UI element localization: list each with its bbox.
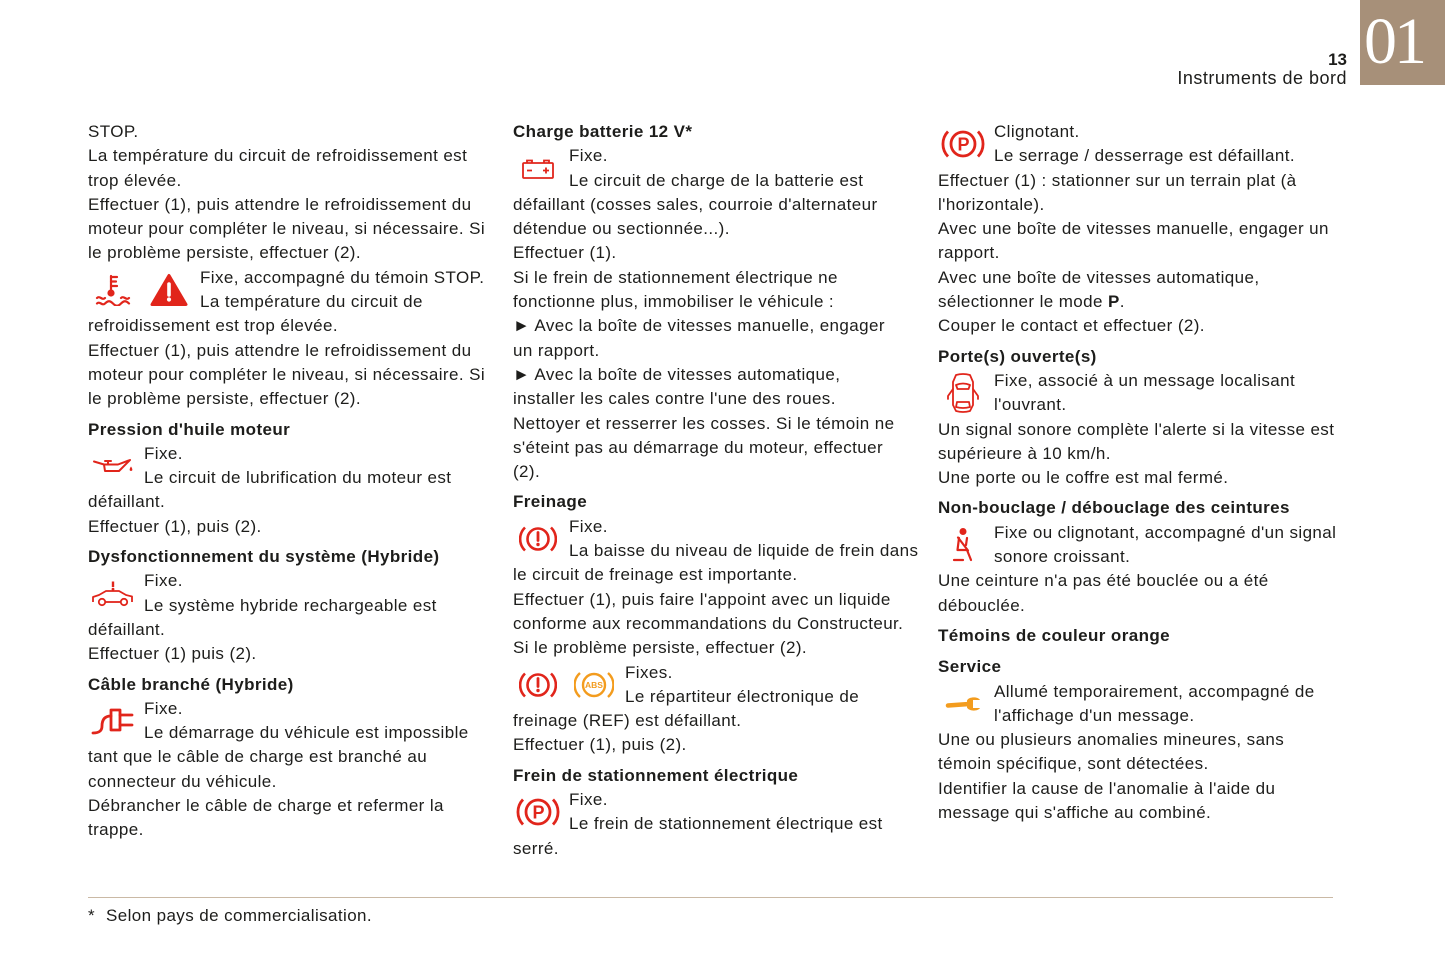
text-line: trappe. [88, 820, 144, 840]
seatbelt-icon [938, 521, 988, 570]
text-line: Fixe. [569, 146, 608, 166]
indicator-description [994, 120, 1348, 169]
indicator-entry [88, 266, 498, 412]
text-segment: sélectionner le mode [938, 292, 1108, 312]
indicator-icons [88, 569, 144, 618]
text-line: Avec une boîte de vitesses automatique, [938, 267, 1260, 287]
indicator-description [994, 680, 1348, 729]
charging-cable-icon [88, 697, 138, 746]
chapter-number: 01 [1364, 5, 1424, 78]
text-line: Un signal sonore complète l'alerte si la vitesse est [938, 419, 1335, 439]
section-heading: Câble branché (Hybride) [88, 674, 294, 694]
column-3 [938, 120, 1348, 825]
column-1 [88, 120, 498, 843]
oil-pressure-icon [88, 442, 138, 491]
indicator-icons [88, 697, 144, 746]
indicator-description [144, 697, 498, 746]
indicator-row [938, 120, 1348, 169]
text-line: le circuit de freinage est importante. [513, 565, 798, 585]
indicator-entry [513, 661, 923, 758]
indicator-icons [513, 515, 569, 564]
indicator-row [88, 442, 498, 491]
text-line: Effectuer (1) puis (2). [88, 644, 257, 664]
text-line: Débrancher le câble de charge et refermer la [88, 796, 444, 816]
service-wrench-icon [938, 680, 988, 729]
text-line: défaillant. [88, 619, 166, 639]
indicator-entry [938, 120, 1348, 339]
indicator-entry [88, 442, 498, 539]
text-line: l'ouvrant. [994, 395, 1067, 415]
text-line: Fixe. [144, 443, 183, 463]
text-line: Le démarrage du véhicule est impossible [144, 723, 469, 743]
text-line: Le frein de stationnement électrique est [569, 814, 883, 834]
text-line: ► Avec la boîte de vitesses automatique, [513, 364, 841, 384]
indicator-row [938, 521, 1348, 570]
section-title: Instruments de bord [1177, 68, 1347, 88]
text-line: moteur pour compléter le niveau, si nécessaire. Si [88, 219, 486, 239]
text-line: un rapport. [513, 340, 600, 360]
text-line: Fixe, accompagné du témoin STOP. [200, 267, 485, 287]
text-line: Allumé temporairement, accompagné de [994, 681, 1315, 701]
text-line [938, 290, 1348, 314]
section-heading: Dysfonctionnement du système (Hybride) [88, 547, 440, 567]
parking-brake-icon [938, 120, 988, 169]
indicator-description [200, 266, 498, 315]
text-line: STOP. [88, 122, 139, 141]
indicator-row [938, 369, 1348, 418]
text-line: Une ou plusieurs anomalies mineures, sans [938, 730, 1285, 750]
indicator-description [625, 661, 923, 710]
abs-icon [569, 661, 619, 710]
indicator-icons [513, 144, 569, 193]
text-line: freinage (REF) est défaillant. [513, 711, 742, 731]
brake-warning-icon [513, 515, 563, 564]
text-line: installer les cales contre l'une des roues. [513, 389, 836, 409]
text-line: l'horizontale). [938, 194, 1045, 214]
indicator-row [88, 697, 498, 746]
indicator-description [569, 144, 923, 193]
text-line: Couper le contact et effectuer (2). [938, 316, 1205, 336]
warning-triangle-icon [144, 266, 194, 315]
text-line: Le circuit de charge de la batterie est [569, 170, 864, 190]
text-line: Fixe. [569, 516, 608, 536]
page-number: 13 [1328, 50, 1347, 69]
text-line: Fixes. [625, 662, 673, 682]
text-line: Fixe. [569, 790, 608, 810]
indicator-description [994, 369, 1348, 418]
text-line: Si le frein de stationnement électrique ne [513, 267, 838, 287]
text-line: défaillant. [88, 492, 166, 512]
section-heading: Charge batterie 12 V* [513, 122, 693, 141]
text-line: Fixe. [144, 571, 183, 591]
indicator-icons [938, 369, 994, 418]
section-heading: Freinage [513, 492, 588, 512]
indicator-icons [88, 442, 144, 491]
text-line: Nettoyer et resserrer les cosses. Si le témoin ne [513, 413, 895, 433]
text-line: serré. [513, 838, 559, 858]
icon-label: P [532, 802, 545, 823]
text-line: Effectuer (1), puis attendre le refroidissement du [88, 340, 472, 360]
text-line: La température du circuit de refroidissement est [88, 146, 468, 166]
indicator-row [88, 266, 498, 315]
indicator-row [938, 680, 1348, 729]
text-line: témoin spécifique, sont détectées. [938, 754, 1209, 774]
indicator-row [513, 515, 923, 564]
indicator-row [513, 661, 923, 710]
icon-label: P [957, 134, 970, 155]
text-line: le problème persiste, effectuer (2). [88, 389, 361, 409]
text-line: trop élevée. [88, 170, 182, 190]
indicator-description [569, 515, 923, 564]
section-heading: Service [938, 657, 1002, 677]
text-line: (2). [513, 462, 541, 482]
text-line: rapport. [938, 243, 1000, 263]
icon-label: ABS [585, 679, 603, 690]
chapter-tab [1360, 0, 1445, 85]
indicator-icons [88, 266, 200, 315]
text-line: Effectuer (1), puis attendre le refroidissement du [88, 194, 472, 214]
indicator-icons [938, 120, 994, 169]
indicator-icons [938, 521, 994, 570]
indicator-row [513, 788, 923, 837]
text-line: connecteur du véhicule. [88, 771, 277, 791]
text-line: Fixe, associé à un message localisant [994, 370, 1296, 390]
indicator-description [144, 569, 498, 618]
text-line: ► Avec la boîte de vitesses manuelle, engager [513, 316, 885, 336]
text-line: Le système hybride rechargeable est [144, 595, 437, 615]
text-segment: . [1119, 292, 1125, 312]
text-line: l'affichage d'un message. [994, 705, 1195, 725]
footnote [88, 904, 372, 928]
text-line: Une porte ou le coffre est mal fermé. [938, 468, 1229, 488]
indicator-icons [513, 661, 625, 710]
indicator-entry [938, 521, 1348, 618]
indicator-entry [513, 515, 923, 661]
text-line: Avec une boîte de vitesses manuelle, engager un [938, 219, 1329, 239]
indicator-entry [513, 144, 923, 484]
text-line: Le circuit de lubrification du moteur est [144, 468, 452, 488]
text-line: Effectuer (1), puis faire l'appoint avec un liquide [513, 589, 891, 609]
indicator-icons [513, 788, 569, 837]
text-line: supérieure à 10 km/h. [938, 443, 1111, 463]
text-line: Le répartiteur électronique de [625, 686, 860, 706]
text-line: moteur pour compléter le niveau, si nécessaire. Si [88, 364, 486, 384]
text-line: tant que le câble de charge est branché au [88, 747, 428, 767]
indicator-icons [938, 680, 994, 729]
section-heading: Porte(s) ouverte(s) [938, 346, 1097, 366]
footnote-divider [88, 897, 1333, 898]
battery-charge-icon [513, 144, 563, 193]
column-2 [513, 120, 923, 861]
group-heading: Témoins de couleur orange [938, 625, 1170, 645]
text-line: défaillant (cosses sales, courroie d'alternateur [513, 194, 878, 214]
text-line: Effectuer (1), puis (2). [88, 516, 262, 536]
parking-brake-icon [513, 788, 563, 837]
hybrid-system-fault-icon [88, 569, 138, 618]
text-line: message qui s'affiche au combiné. [938, 803, 1212, 823]
text-line: Clignotant. [994, 122, 1080, 141]
footnote-text: Selon pays de commercialisation. [106, 906, 373, 925]
text-line: Effectuer (1) : stationner sur un terrain plat (à [938, 170, 1297, 190]
indicator-entry [938, 680, 1348, 826]
text-line: fonctionne plus, immobiliser le véhicule : [513, 292, 835, 312]
indicator-description [569, 788, 923, 837]
text-line: sonore croissant. [994, 547, 1131, 567]
text-line: débouclée. [938, 595, 1026, 615]
text-line: conforme aux recommandations du Constructeur. [513, 613, 904, 633]
text-line: La température du circuit de [200, 292, 423, 312]
text-line: le problème persiste, effectuer (2). [88, 243, 361, 263]
text-line: Une ceinture n'a pas été bouclée ou a été [938, 571, 1269, 591]
text-line: Identifier la cause de l'anomalie à l'aide du [938, 778, 1276, 798]
indicator-row [513, 144, 923, 193]
text-line: s'éteint pas au démarrage du moteur, effectuer [513, 437, 884, 457]
indicator-entry [513, 788, 923, 861]
text-block [88, 120, 498, 266]
indicator-entry [88, 569, 498, 666]
door-open-icon [938, 369, 988, 418]
section-heading: Non-bouclage / débouclage des ceintures [938, 498, 1290, 518]
indicator-entry [88, 697, 498, 843]
section-heading: Pression d'huile moteur [88, 419, 291, 439]
indicator-description [144, 442, 498, 491]
text-line: Effectuer (1). [513, 243, 617, 263]
footnote-marker: * [88, 906, 96, 925]
coolant-temperature-icon [88, 266, 138, 315]
indicator-entry [938, 369, 1348, 490]
text-line: Effectuer (1), puis (2). [513, 735, 687, 755]
indicator-row [88, 569, 498, 618]
brake-warning-icon [513, 661, 563, 710]
text-line: Fixe ou clignotant, accompagné d'un signal [994, 522, 1337, 542]
text-line: détendue ou sectionnée...). [513, 219, 730, 239]
text-line: Si le problème persiste, effectuer (2). [513, 638, 808, 658]
indicator-description [994, 521, 1348, 570]
text-line: Le serrage / desserrage est défaillant. [994, 146, 1295, 166]
bold-text: P [1108, 292, 1120, 312]
section-heading: Frein de stationnement électrique [513, 765, 799, 785]
text-line: La baisse du niveau de liquide de frein dans [569, 541, 919, 561]
text-line: refroidissement est trop élevée. [88, 316, 338, 336]
text-line: Fixe. [144, 698, 183, 718]
